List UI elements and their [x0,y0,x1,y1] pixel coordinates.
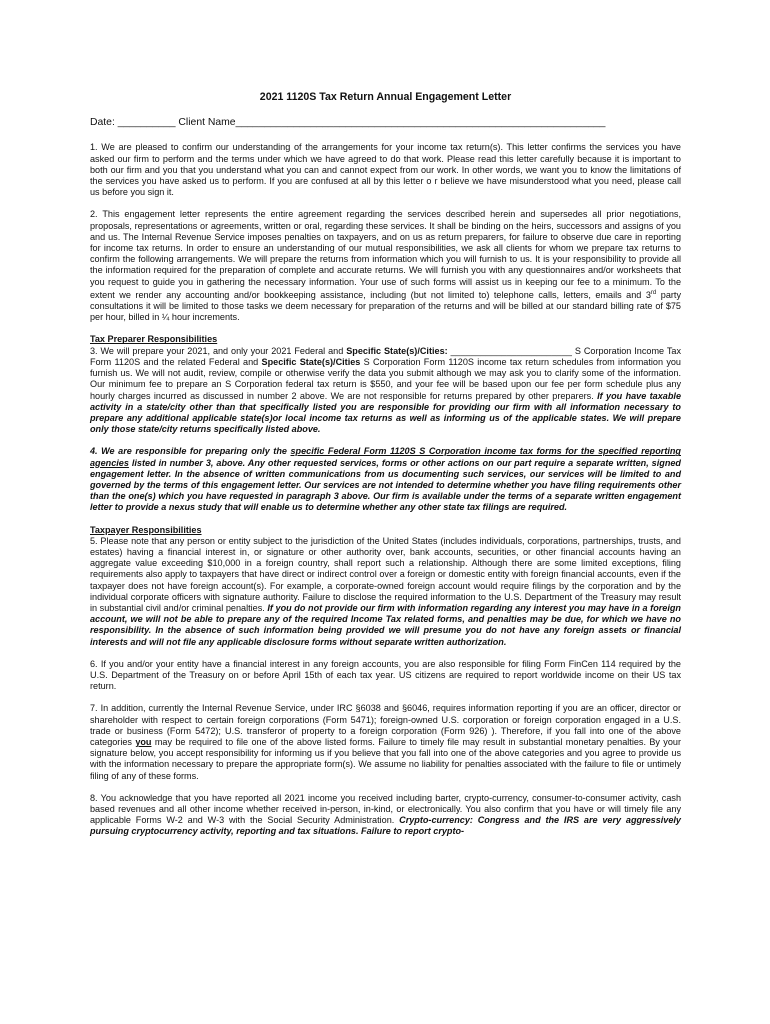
paragraph-2-text-a: 2. This engagement letter represents the entire agreement regarding the services described herein and supersedes all prior negotiations, proposals, representations or agreements, written or oral, regarding these services. It shall be binding on the heirs, successors and assigns of you and us. The Internal Revenue Service imposes penalties on taxpayers, and on us as return preparers, for failure to observe due care in reporting for income tax returns. In order to ensure an understanding of our mutual responsibilities, we ask all clients for whom we prepare tax returns to confirm the following arrangements. We will prepare the returns from information which you will furnish to us. It is your responsibility to provide all the information required for the preparation of complete and accurate returns. We will furnish you with any questionnaires and/or worksheets that you request to guide you in gathering the necessary information. Your use of such forms will assist us in keeping our fee to a minimum. To the extent we render any accounting and/or bookkeeping assistance, including (but not limited to) telephone calls, letters, emails and 3 [90,209,681,300]
client-name-blank: ________________________________________________________________ [235,117,606,129]
paragraph-8 [90,793,681,838]
paragraph-8-text-a: 8. You acknowledge that you have reported all 2021 income you received including barter, crypto-currency, consumer-to-consumer activity, cash based revenues and all other income whether received in-person, in-kind, or electronically. You also confirm that you have or will timely file any applicable Forms W-2 and W-3 with the Social Security Administration. [90,792,681,826]
paragraph-3-bold: If you have taxable activity in a state/city other than that specifically listed you are responsible for providing our firm with all information necessary to prepare any additional applicable state(s)or local income tax returns as well as informing us of the applicable states. We will prepare only those state/city returns specifically listed above. [90,390,681,435]
state-cities-blank: ________________________ [447,345,575,356]
paragraph-4-text-a: 4. We are responsible for preparing only the [90,446,291,457]
date-blank: __________ [117,117,176,129]
paragraph-2-text-b: party consultations it will be limited to those tasks we deem necessary for preparation of the returns and will be billed at our standard billing rate of $75 per hour, billed in ¼ hour increments. [90,289,681,323]
state-cities-label-2: Specific State(s)/Cities [261,356,361,367]
superscript-rd: rd [650,289,657,296]
paragraph-2 [90,209,681,323]
heading-tax-preparer: Tax Preparer Responsibilities [90,334,218,345]
client-name-label: Client Name [178,117,236,129]
paragraph-7-text-a: 7. In addition, currently the Internal Revenue Service, under IRC §6038 and §6046, requires information reporting if you are an officer, director or shareholder with respect to certain foreign corporations (Form 5471); foreign-owned U.S. corporation or foreign corporation engaged in a U.S. trade or business (Form 5472); U.S. transferor of property to a foreign corporation (Form 926) ). Therefore, if you fall into one of the above categories [90,703,681,747]
paragraph-3-text-b: S Corporation Income Tax Form 1120S and the related Federal and [90,345,681,367]
letter-body [90,92,681,849]
paragraph-3-text-a: 3. We will prepare your 2021, and only your 2021 Federal and [90,345,347,356]
paragraph-3 [90,334,681,435]
paragraph-4-underlined: specific Federal Form 1120S S Corporation income tax forms for the specified reporting agencies [90,446,681,468]
paragraph-8-bold: Crypto-currency: Congress and the IRS are very aggressively pursuing cryptocurrency activity, reporting and tax situations. Failure to report crypto- [90,815,681,837]
date-label: Date: [90,117,115,129]
paragraph-5-bold: If you do not provide our firm with information regarding any interest you may have in a foreign account, we will not be able to prepare any of the required Income Tax related forms, and penalties may be due, for which we have no responsibility. In the absence of such information being provided we will presume you do not have any foreign assets or financial interests and will not file any applicable disclosure forms without separate written authorization. [90,602,681,647]
paragraph-7 [90,703,681,781]
state-cities-label: Specific State(s)/Cities: [346,345,448,356]
page-title: 2021 1120S Tax Return Annual Engagement Letter [259,91,512,103]
paragraph-3-text-c: S Corporation Form 1120S income tax return schedules from information you furnish us. We will not audit, review, compile or otherwise verify the data you submit although we may ask you to clarify some of the information. Our minimum fee to prepare an S Corporation federal tax return is $550, and your fee will be based upon our fee per form schedule plus any hourly charges incurred as discussed in number 2 above. We are not responsible for returns prepared by other preparers. [90,356,681,401]
date-client-line [90,117,681,128]
paragraph-6: 6. If you and/or your entity have a financial interest in any foreign accounts, you are also responsible for filing Form FinCen 114 required by the U.S. Department of the Treasury on or before April 15th of each tax year. US citizens are required to report worldwide income on their US tax return. [90,658,681,692]
paragraph-4 [90,446,681,513]
paragraph-1: 1. We are pleased to confirm our understanding of the arrangements for your income tax return(s). This letter confirms the services you have asked our firm to perform and the terms under which we have agreed to do that work. Please read this letter carefully because it is important to both our firm and you that you understand what you can and cannot expect from our work. In other words, we want you to know the limitations of the services you have asked us to perform. If you are confused at all by this letter o r believe we have misunderstood what you need, please call us before you sign it. [90,142,681,198]
paragraph-5-text-a: 5. Please note that any person or entity subject to the jurisdiction of the United States (includes individuals, corporations, partnerships, trusts, and estates) having a financial interest in, or signature or other authority over, bank accounts, securities, or other financial accounts having an aggregate value exceeding $10,000 in a foreign country, shall report such a relationship. Although there are some limited exceptions, filing requirements also apply to taxpayers that have direct or indirect control over a foreign or domestic entity with foreign financial accounts, even if the taxpayer does not have foreign account(s). For example, a corporate-owned foreign account would require filings by the corporation and by the individual corporate officers with signature authority. Failure to disclose the required information to the U.S. Department of the Treasury may result in substantial civil and/or criminal penalties. [90,535,681,613]
paragraph-7-text-b: may be required to file one of the above listed forms. Failure to timely file may result in substantial monetary penalties. By your signature below, you accept responsibility for informing us if you believe that you fall into one of the above categories and you agree to provide us with the information necessary to prepare the appropriate form(s). We assume no liability for penalties associated with the failure to file or untimely filing of any of these forms. [90,736,681,781]
paragraph-4-text-b: listed in number 3, above. Any other requested services, forms or other actions on our part require a separate written, signed engagement letter. In the absence of written communications from us documenting such services, our services will be limited to and governed by the terms of this engagement letter. Our services are not intended to determine whether you have filing requirements other than the one(s) which you have requested in paragraph 3 above. Our firm is available under the terms of a separate written engagement letter to provide a nexus study that will enable us to determine whether any other state tax filings are required. [90,457,681,513]
heading-taxpayer: Taxpayer Responsibilities [90,524,202,535]
paragraph-7-you: you [135,736,152,747]
paragraph-5 [90,525,681,648]
